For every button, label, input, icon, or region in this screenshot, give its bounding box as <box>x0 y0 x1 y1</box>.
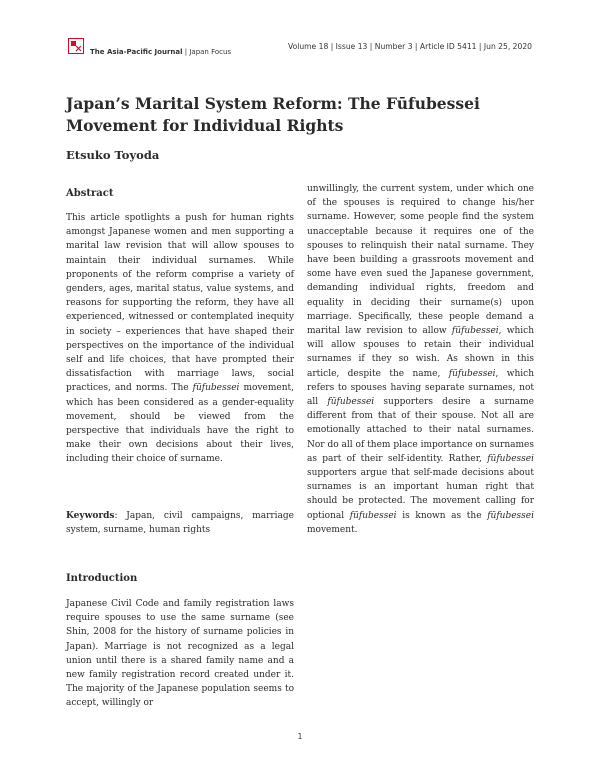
page-number: 1 <box>297 732 303 741</box>
right-text-part5: supporters argue that self-made decisions about surnames is an important human right that should be protected. The movement calling for optional <box>307 468 534 521</box>
keywords <box>66 509 294 537</box>
journal-separator: | <box>184 48 190 56</box>
asia-pacific-journal-logo-icon <box>68 38 84 54</box>
journal-name <box>90 48 231 56</box>
introduction-text: Japanese Civil Code and family registration laws require spouses to use the same surname (see Shin, 2008 for the history of surname policies in Japan). Marriage is not recognized as a legal union until there is a shared family name and a new family registration record created under it. The majority of the Japanese population seems to accept, willingly or <box>66 599 294 709</box>
issue-info: Volume 18 | Issue 13 | Number 3 | Article ID 5411 | Jun 25, 2020 <box>287 42 532 51</box>
abstract-term: fūfubessei <box>192 383 240 394</box>
right-term-4: fūfubessei <box>487 453 534 464</box>
abstract-text-part1: This article spotlights a push for human rights amongst Japanese women and men supporting a marital law revision that will allow spouses to maintain their individual surnames. While proponents of the reform comprise a variety of genders, ages, marital status, value systems, and reasons for supporting the reform, they have all experienced, witnessed or contemplated inequity in society – experiences that have shaped their perspectives on the importance of the individual self and life choices, that have prompted their dissatisfaction with marriage laws, social practices, and norms. The <box>66 213 294 394</box>
right-text-part2: , which will allow spouses to retain their individual surnames if they so wish. As shown in this article, despite the name, <box>307 326 535 379</box>
right-term-3: fūfubessei <box>327 397 375 408</box>
article-title: Japan’s Marital System Reform: The Fūfubessei Movement for Individual Rights <box>66 94 480 135</box>
abstract-text-part2: movement, which has been considered as a gender-equality movement, should be viewed from the perspective that individuals have the right to make their own decisions about their lives, including their choice of surname. <box>66 383 294 465</box>
right-text-part7: movement. <box>307 524 358 535</box>
right-term-2: fūfubessei <box>448 368 496 379</box>
right-term-6: fūfubessei <box>487 510 534 521</box>
journal-section: Japan Focus <box>189 48 232 56</box>
abstract-heading: Abstract <box>66 188 114 199</box>
introduction-heading: Introduction <box>66 573 138 584</box>
author-name: Etsuko Toyoda <box>66 148 160 162</box>
right-text-part4: supporters desire a surname different from that of their spouse. Not all are emotionally attached to their natal surnames. Nor do all of them place importance on surnames as part of their self-identity. Rather, <box>307 397 534 464</box>
keywords-text: : Japan, civil campaigns, marriage system, surname, human rights <box>66 511 294 536</box>
right-term-1: fūfubessei <box>451 326 499 337</box>
right-text-part1: unwillingly, the current system, under which one of the spouses is required to change his/her surname. However, some people find the system unacceptable because it requires one of the spouses to relinquish their natal surname. They have been building a grassroots movement and some have even sued the Japanese government, demanding individual rights, freedom and equality in deciding their surname(s) upon marriage. Specifically, these people demand a marital law revision to allow <box>307 184 534 337</box>
right-text-part6: is known as the <box>396 510 488 521</box>
journal-title: The Asia-Pacific Journal <box>90 48 183 56</box>
right-text-part3: , which refers to spouses having separate surnames, not all <box>307 368 535 408</box>
abstract-text <box>66 211 294 467</box>
keywords-label: Keywords <box>66 511 115 521</box>
right-column-text <box>307 182 534 537</box>
right-term-5: fūfubessei <box>349 510 397 521</box>
